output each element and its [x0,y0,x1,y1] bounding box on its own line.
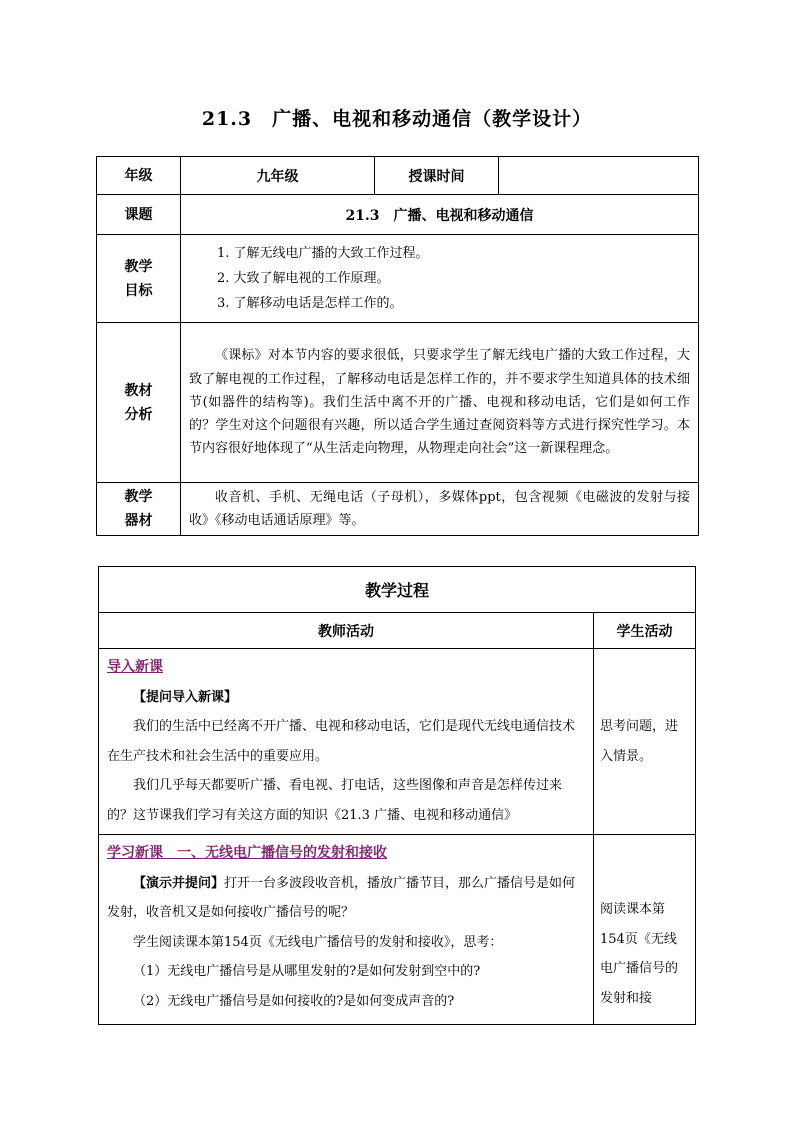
process-columns-row [99,613,696,649]
question-1: （1）无线电广播信号是从哪里发射的?是如何发射到空中的? [133,964,481,979]
goal-item: 2. 大致了解电视的工作原理。 [217,271,390,286]
equipment-row [97,483,699,536]
intro-paragraph-2: 我们几乎每天都要听广播、看电视、打电话，这些图像和声音是怎样传过来的？这节课我们学习有关这方面的知识《21.3 广播、电视和移动通信》 [107,778,563,823]
analysis-text: 《课标》对本节内容的要求很低，只要求学生了解无线电广播的大致工作过程，大致了解电视的工作过程，了解移动电话是怎样工作的，并不要求学生知道具体的技术细节(如器件的结构等)。我们生活中离不开的广播、电视和移动电话，它们是如何工作的？学生对这个问题很有兴趣，所以适合学生通过查阅资料等方式进行探究性学习。本节内容很好地体现了“从生活走向物理，从物理走向社会”这一新课程理念。 [181,323,699,483]
topic-label: 课题 [97,195,181,235]
new-lesson-teacher-cell [99,835,594,1025]
teaching-process-table [98,566,696,1025]
goals-list [181,235,699,323]
document-title: 21.3 广播、电视和移动通信（教学设计） [201,108,593,130]
student-activity-header: 学生活动 [594,613,696,649]
goal-item: 1. 了解无线电广播的大致工作过程。 [217,246,429,261]
topic-row [97,195,699,235]
new-lesson-title: 学习新课 一、无线电广播信号的发射和接收 [107,845,387,861]
goal-item: 3. 了解移动电话是怎样工作的。 [217,296,403,311]
intro-section-title: 导入新课 [107,659,163,675]
intro-student-cell: 思考问题，进入情景。 [594,649,696,835]
process-heading: 教学过程 [99,567,696,613]
topic-value: 21.3 广播、电视和移动通信 [181,195,699,235]
equipment-label: 教学 器材 [97,483,181,536]
new-lesson-paragraph-1: 【演示并提问】打开一台多波段收音机，播放广播节目，那么广播信号是如何发射，收音机又是如何接收广播信号的呢？ [107,875,576,920]
intro-section-row [99,649,696,835]
new-lesson-row [99,835,696,1025]
intro-bracket: 【提问导入新课】 [133,689,238,705]
goals-row [97,235,699,323]
grade-row [97,157,699,195]
process-heading-row [99,567,696,613]
analysis-row [97,323,699,483]
new-lesson-student-cell: 阅读课本第154页《无线电广播信号的发射和接 [594,835,696,1025]
question-2: （2）无线电广播信号是如何接收的?是如何变成声音的? [133,993,455,1009]
grade-value: 九年级 [181,157,375,195]
lesson-info-table [96,156,699,536]
intro-teacher-cell [99,649,594,835]
time-value [499,157,699,195]
grade-label: 年级 [97,157,181,195]
analysis-label: 教材 分析 [97,323,181,483]
goals-label: 教学 目标 [97,235,181,323]
time-label: 授课时间 [375,157,499,195]
equipment-text: 收音机、手机、无绳电话（子母机），多媒体ppt，包含视频《电磁波的发射与接收》《移动电话通话原理》等。 [181,483,699,536]
teacher-activity-header: 教师活动 [99,613,594,649]
new-lesson-paragraph-2: 学生阅读课本第154页《无线电广播信号的发射和接收》，思考： [133,934,503,950]
intro-paragraph-1: 我们的生活中已经离不开广播、电视和移动电话，它们是现代无线电通信技术在生产技术和社会生活中的重要应用。 [107,719,576,764]
